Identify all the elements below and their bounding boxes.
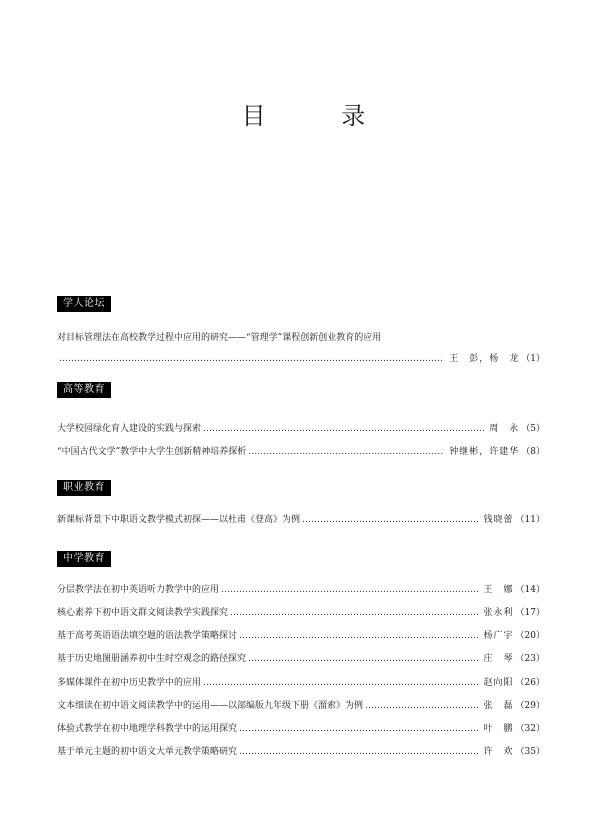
toc-entry[interactable] xyxy=(57,352,545,366)
toc-entry-page: （14） xyxy=(515,585,545,595)
toc-entry-page: （29） xyxy=(515,701,545,711)
toc-entry-page: （5） xyxy=(521,424,545,434)
toc-entry-page: （26） xyxy=(515,678,545,688)
leader-dots xyxy=(203,676,479,690)
toc-entry-author: 王 彭，杨 龙 xyxy=(449,354,520,364)
leader-dots xyxy=(239,745,479,759)
page-title: 目 录 xyxy=(241,102,400,130)
toc-entry[interactable] xyxy=(57,422,545,436)
toc-entry-title: 新课标背景下中职语文教学模式初探——以杜甫《登高》为例 xyxy=(57,515,301,525)
leader-dots xyxy=(230,606,479,620)
toc-entry-title: 体验式教学在初中地理学科教学中的运用探究 xyxy=(57,724,238,734)
toc-entry-page: （8） xyxy=(521,447,545,457)
toc-entry[interactable] xyxy=(57,676,545,690)
toc-entry[interactable] xyxy=(57,606,545,620)
toc-entry-author: 赵向阳 xyxy=(483,678,514,688)
toc-entry-author: 许 欢 xyxy=(483,747,514,757)
toc-entry-title: 基于历史地图册涵养初中生时空观念的路径探究 xyxy=(57,654,247,664)
toc-entry-author: 庄 琴 xyxy=(483,654,514,664)
toc-entry-author: 张永利 xyxy=(483,608,514,618)
toc-entry-title: 核心素养下初中语文群文阅读教学实践探究 xyxy=(57,608,229,618)
toc-entry-author: 钱晓蕾 xyxy=(483,515,514,525)
toc-entry[interactable] xyxy=(57,652,545,666)
toc-entry-page: （1） xyxy=(521,354,545,364)
toc-entry-title: 分层教学法在初中英语听力教学中的应用 xyxy=(57,585,220,595)
toc-entry-page: （35） xyxy=(515,747,545,757)
section-label-zhongxue: 中学教育 xyxy=(57,551,111,567)
toc-entry-author: 王 娜 xyxy=(483,585,514,595)
leader-dots xyxy=(59,352,444,366)
toc-entry[interactable] xyxy=(57,699,545,713)
toc-entry-page: （11） xyxy=(515,515,545,525)
toc-entry-author: 张 磊 xyxy=(483,701,514,711)
toc-entry[interactable] xyxy=(57,722,545,736)
leader-dots xyxy=(203,422,484,436)
toc-entry-title[interactable]: 对目标管理法在高校教学过程中应用的研究——“管理学”课程创新创业教育的应用 xyxy=(57,333,382,343)
leader-dots xyxy=(302,513,479,527)
toc-entry[interactable] xyxy=(57,513,545,527)
toc-entry-author: 钟继彬，许建华 xyxy=(449,447,520,457)
leader-dots xyxy=(239,629,479,643)
toc-entry-page: （32） xyxy=(515,724,545,734)
leader-dots xyxy=(248,445,444,459)
toc-entry[interactable] xyxy=(57,583,545,597)
toc-entry-page: （20） xyxy=(515,631,545,641)
leader-dots xyxy=(365,699,479,713)
toc-entry-page: （17） xyxy=(515,608,545,618)
toc-entry-title: 大学校园绿化育人建设的实践与探索 xyxy=(57,424,202,434)
section-label-gaodeng: 高等教育 xyxy=(57,382,111,398)
toc-entry-title: “中国古代文学”教学中大学生创新精神培养探析 xyxy=(57,447,247,457)
toc-entry-author: 杨广宇 xyxy=(483,631,514,641)
section-label-zhiye: 职业教育 xyxy=(57,480,111,496)
toc-entry[interactable] xyxy=(57,629,545,643)
toc-entry-title: 多媒体课件在初中历史教学中的应用 xyxy=(57,678,202,688)
toc-entry-title: 基于高考英语语法填空题的语法教学策略探讨 xyxy=(57,631,238,641)
leader-dots xyxy=(221,583,479,597)
toc-entry[interactable] xyxy=(57,745,545,759)
toc-entry-page: （23） xyxy=(515,654,545,664)
toc-entry[interactable] xyxy=(57,445,545,459)
toc-entry-title: 基于单元主题的初中语文大单元教学策略研究 xyxy=(57,747,238,757)
toc-entry-author: 叶 鹏 xyxy=(483,724,514,734)
leader-dots xyxy=(239,722,479,736)
toc-entry-title: 文本细读在初中语文阅读教学中的运用——以部编版九年级下册《溜索》为例 xyxy=(57,701,364,711)
toc-entry-author: 周 永 xyxy=(489,424,520,434)
leader-dots xyxy=(248,652,479,666)
section-label-xueren: 学人论坛 xyxy=(57,296,111,312)
